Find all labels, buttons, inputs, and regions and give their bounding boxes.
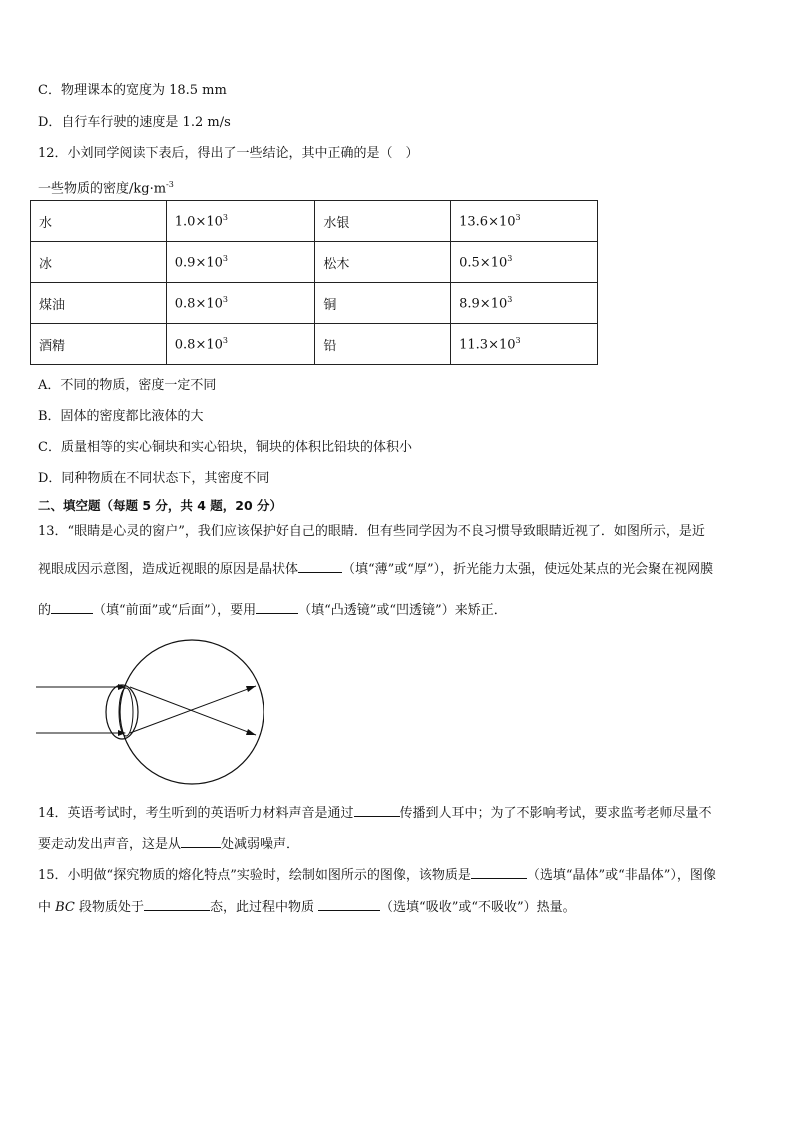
arrow-head (246, 729, 256, 735)
refracted-ray-bottom (130, 686, 256, 733)
density-value: 0.8×10 (174, 296, 223, 312)
table-cell (451, 324, 598, 365)
q13-text: （填“前面”或“后面”），要用 (93, 603, 257, 618)
exponent: 3 (507, 294, 513, 304)
q15-line-1 (38, 866, 716, 885)
q13-text: 视眼成因示意图，造成近视眼的原因是晶状体 (38, 562, 299, 577)
exponent: 3 (222, 335, 228, 345)
exponent: 3 (515, 212, 521, 222)
answer-blank[interactable] (354, 804, 400, 817)
q13-text: （填“薄”或“厚”），折光能力太强，使远处某点的光会聚在视网膜 (342, 562, 714, 577)
table-cell (166, 201, 315, 242)
density-table (30, 200, 598, 365)
density-value: 0.5×10 (459, 255, 508, 271)
section-fill-in-heading: 二、填空题（每题 5 分，共 4 题，20 分） (38, 498, 283, 513)
caption-text: 一些物质的密度/kg·m (38, 181, 167, 197)
eyeball-outline (120, 640, 264, 784)
refracted-ray-top (130, 687, 256, 735)
substance-name: 铅 (323, 338, 337, 354)
table-cell (451, 283, 598, 324)
table-row (31, 324, 598, 365)
table-row (31, 242, 598, 283)
q14-text: 传播到人耳中；为了不影响考试，要求监考老师尽量不 (399, 806, 712, 821)
q12-option-d: D．同种物质在不同状态下，其密度不同 (38, 471, 270, 486)
table-cell (315, 324, 451, 365)
q14-text: 要走动发出声音，这是从 (38, 837, 182, 852)
density-value: 13.6×10 (459, 214, 516, 230)
answer-blank[interactable] (471, 866, 527, 879)
caption-unit-exponent: -3 (166, 180, 174, 189)
table-cell (31, 242, 167, 283)
q15-text: （选填“晶体”或“非晶体”），图像 (526, 868, 716, 883)
exponent: 3 (507, 253, 513, 263)
answer-blank[interactable] (298, 560, 342, 573)
q15-text: 中 (38, 900, 56, 915)
answer-blank[interactable] (144, 898, 210, 911)
exponent: 3 (222, 212, 228, 222)
exponent: 3 (222, 294, 228, 304)
q15-text: 段物质处于 (74, 900, 145, 915)
substance-name: 冰 (39, 256, 53, 272)
table-cell (315, 283, 451, 324)
exponent: 3 (222, 253, 228, 263)
q14-text: 14．英语考试时，考生听到的英语听力材料声音是通过 (38, 806, 354, 821)
table-cell (31, 201, 167, 242)
table-cell (31, 324, 167, 365)
table-cell (315, 201, 451, 242)
answer-blank[interactable] (51, 601, 93, 614)
table-cell (31, 283, 167, 324)
substance-name: 铜 (323, 297, 337, 313)
q13-text: 的 (38, 603, 52, 618)
substance-name: 水 (39, 215, 53, 231)
q13-line-1: 13．“眼睛是心灵的窗户”，我们应该保护好自己的眼睛．但有些同学因为不良习惯导致眼睛近视了．如图所示，是近 (38, 524, 705, 539)
answer-blank[interactable] (318, 898, 380, 911)
q14-text: 处减弱噪声． (221, 837, 300, 852)
q14-line-1 (38, 804, 712, 823)
density-value: 11.3×10 (459, 337, 516, 353)
q15-line-2 (38, 898, 576, 917)
density-value: 0.8×10 (174, 337, 223, 353)
q12-option-c: C．质量相等的实心铜块和实心铅块，铜块的体积比铅块的体积小 (38, 440, 412, 455)
density-value: 1.0×10 (174, 214, 223, 230)
substance-name: 煤油 (39, 297, 66, 313)
exponent: 3 (515, 335, 521, 345)
q12-option-b: B．固体的密度都比液体的大 (38, 409, 204, 424)
table-cell (315, 242, 451, 283)
segment-label: BC (55, 900, 75, 915)
table-cell (451, 201, 598, 242)
answer-blank[interactable] (256, 601, 298, 614)
q13-line-3 (38, 601, 507, 620)
q13-line-2 (38, 560, 713, 579)
q15-text: 15．小明做“探究物质的熔化特点”实验时，绘制如图所示的图像，该物质是 (38, 868, 471, 883)
density-value: 0.9×10 (174, 255, 223, 271)
table-cell (451, 242, 598, 283)
q12-table-caption (38, 176, 174, 198)
table-cell (166, 324, 315, 365)
q12-stem: 12．小刘同学阅读下表后，得出了一些结论，其中正确的是（ ） (38, 146, 419, 161)
substance-name: 松木 (323, 256, 350, 272)
substance-name: 水银 (323, 215, 350, 231)
lens-inner-edge (119, 688, 133, 736)
table-cell (166, 283, 315, 324)
q15-text: 态，此过程中物质 (210, 900, 315, 915)
q13-text: （填“凸透镜”或“凹透镜”）来矫正． (298, 603, 507, 618)
q14-line-2 (38, 835, 299, 854)
answer-blank[interactable] (181, 835, 221, 848)
q11-option-d: D．自行车行驶的速度是 1.2 m/s (38, 115, 231, 130)
table-row (31, 201, 598, 242)
substance-name: 酒精 (39, 338, 66, 354)
arrow-head (246, 686, 256, 692)
q15-text: （选填“吸收”或“不吸收”）热量。 (380, 900, 576, 915)
q11-option-c: C．物理课本的宽度为 18.5 mm (38, 83, 227, 98)
density-value: 8.9×10 (459, 296, 508, 312)
myopia-eye-diagram (34, 638, 264, 790)
table-row (31, 283, 598, 324)
q12-option-a: A．不同的物质，密度一定不同 (38, 378, 217, 393)
table-cell (166, 242, 315, 283)
